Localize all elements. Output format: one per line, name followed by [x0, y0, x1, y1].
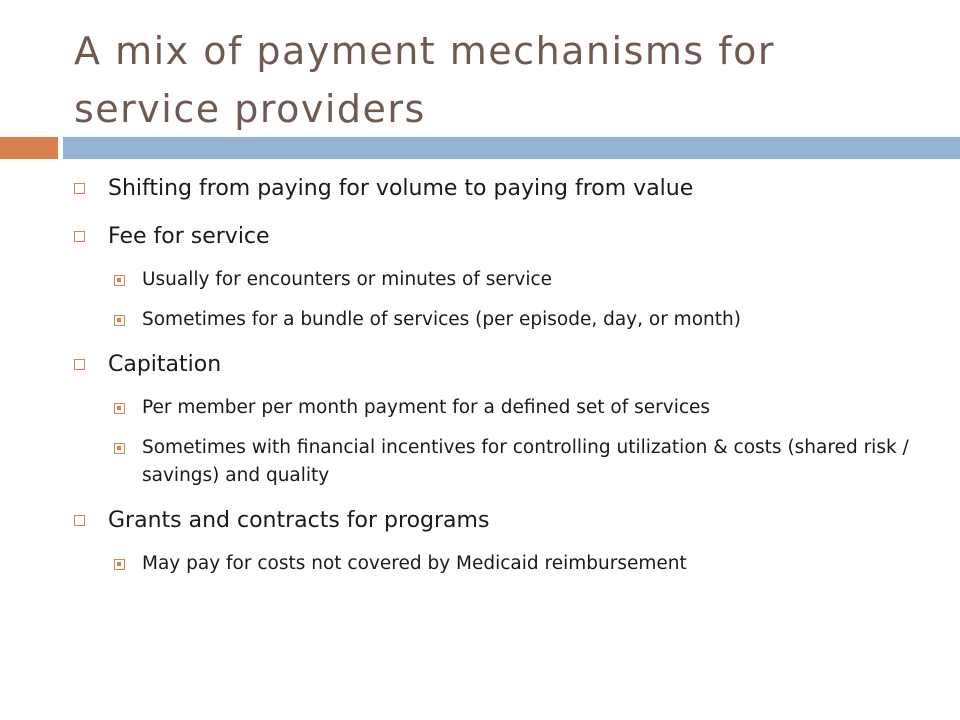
bullet-text: Grants and contracts for programs [108, 508, 490, 533]
bullet-item [74, 348, 934, 382]
filled-square-bullet-icon [114, 443, 125, 454]
filled-square-bullet-icon [114, 403, 125, 414]
bullet-item [74, 504, 934, 538]
bullet-item [74, 172, 934, 206]
square-bullet-icon [74, 183, 85, 194]
bullet-item [74, 220, 934, 254]
filled-square-bullet-icon [114, 275, 125, 286]
filled-square-bullet-icon [114, 315, 125, 326]
bullet-text: Fee for service [108, 224, 270, 249]
sub-bullet-text: Per member per month payment for a defined set of services [142, 397, 711, 418]
sub-bullet-text: Sometimes for a bundle of services (per episode, day, or month) [142, 309, 741, 330]
sub-bullet-item [74, 306, 934, 334]
sub-bullet-text: May pay for costs not covered by Medicaid reimbursement [142, 553, 687, 574]
sub-bullet-item [74, 550, 934, 578]
sub-bullet-text: Sometimes with financial incentives for controlling utilization & costs (shared risk / savings) and quality [142, 437, 909, 486]
title-accent-bar-left [0, 137, 58, 159]
filled-square-bullet-icon [114, 559, 125, 570]
bullet-list [74, 172, 934, 578]
square-bullet-icon [74, 231, 85, 242]
title-accent-bar-right [63, 137, 960, 159]
slide-title: A mix of payment mechanisms for service providers [74, 29, 776, 131]
sub-bullet-item [74, 434, 934, 490]
sub-bullet-text: Usually for encounters or minutes of service [142, 269, 553, 290]
sub-bullet-item [74, 394, 934, 422]
bullet-text: Shifting from paying for volume to paying from value [108, 176, 694, 201]
square-bullet-icon [74, 359, 85, 370]
sub-bullet-item [74, 266, 934, 294]
bullet-text: Capitation [108, 352, 222, 377]
square-bullet-icon [74, 515, 85, 526]
